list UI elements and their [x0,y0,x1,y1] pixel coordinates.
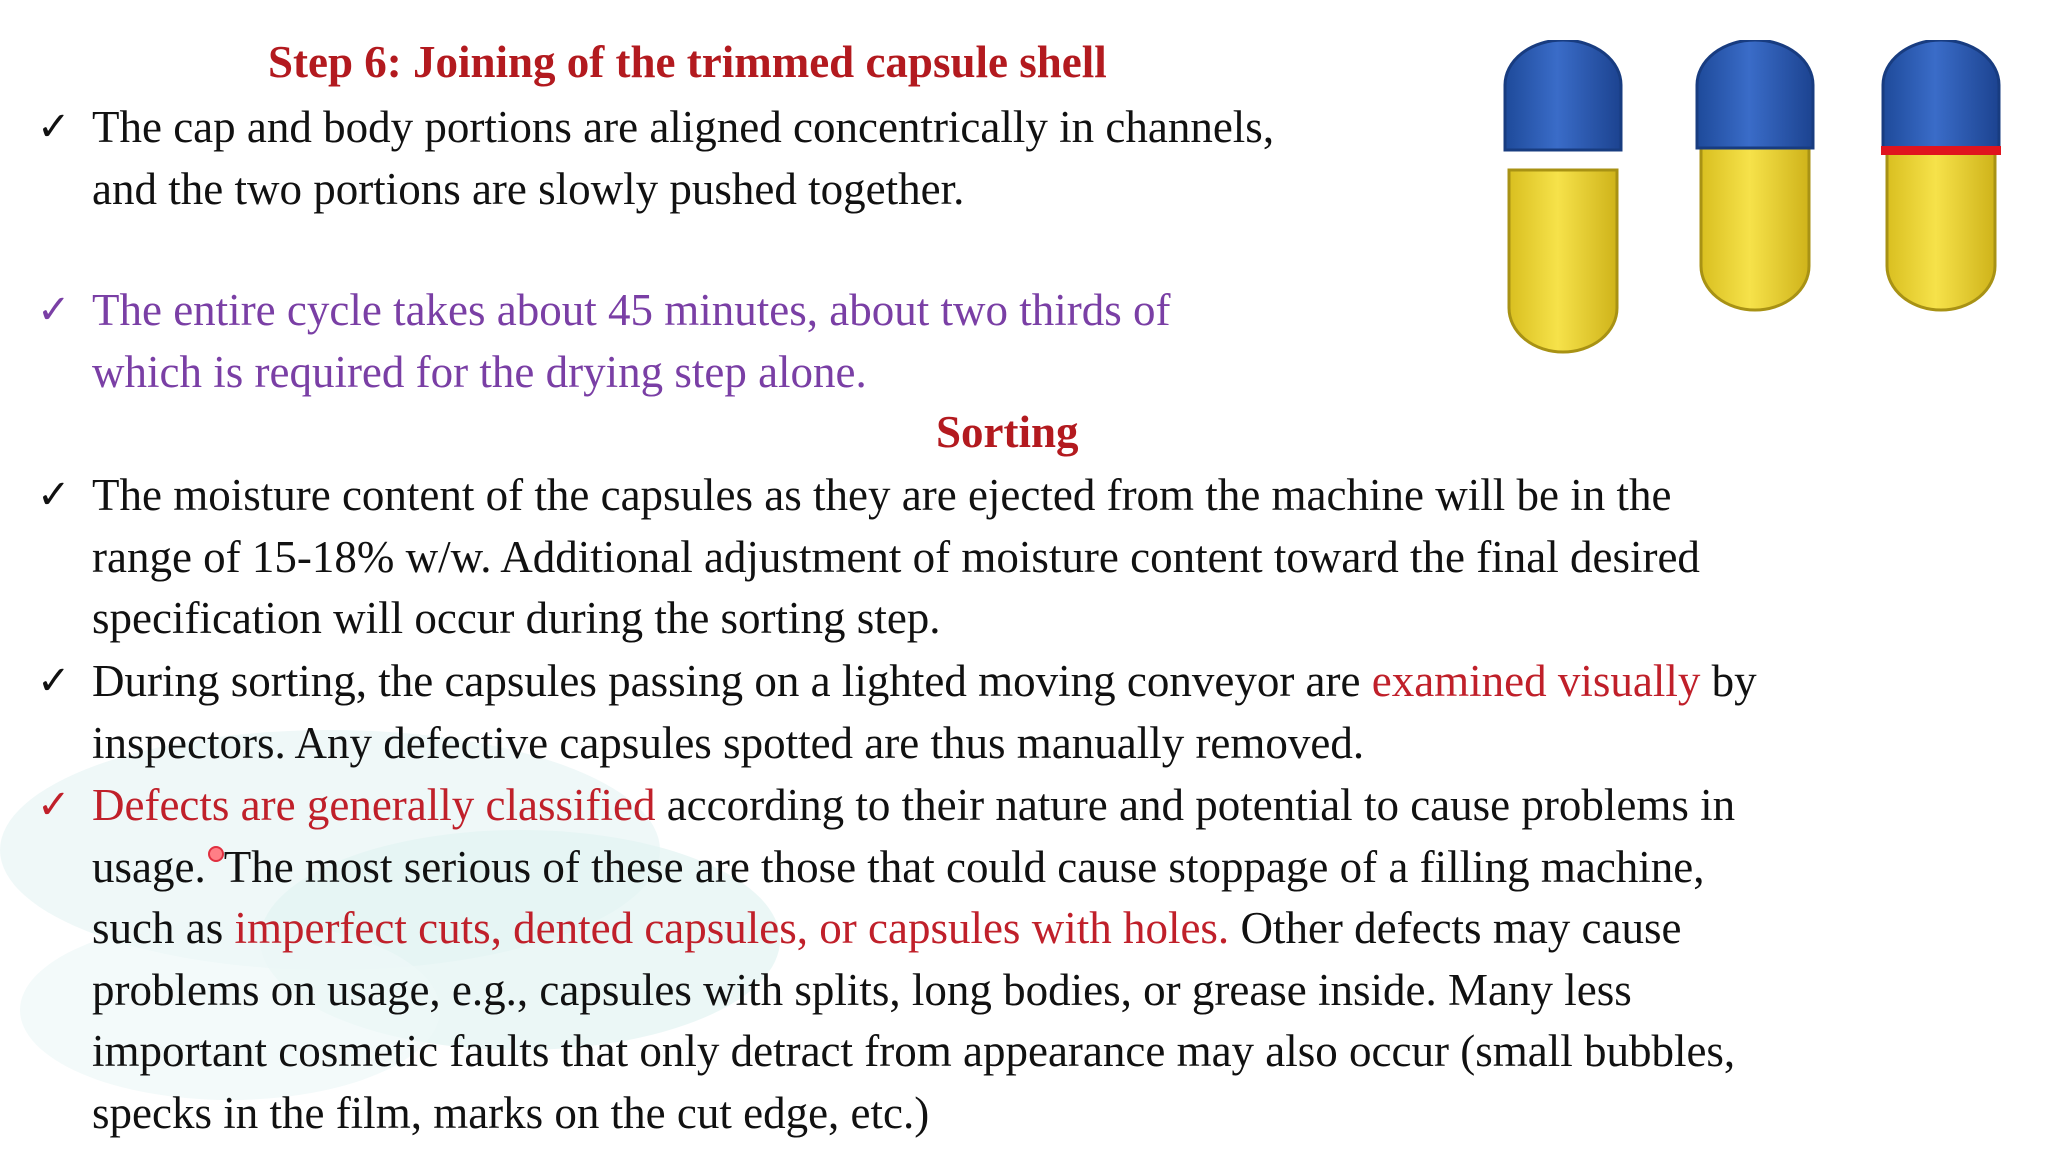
bullet-line: inspectors. Any defective capsules spotted are thus manually removed. [92,717,1365,768]
text-segment: Other defects may cause [1229,903,1682,953]
text-segment: such as [92,903,235,953]
capsule-cap [1697,40,1813,148]
capsule-body [1509,170,1617,352]
bullet-line: problems on usage, e.g., capsules with splits, long bodies, or grease inside. Many less [92,964,1632,1015]
highlight-text: examined visually [1371,656,1701,706]
bullet-line: specification will occur during the sorting step. [92,593,941,643]
check-icon: ✓ [37,472,71,518]
capsule-illustration [1495,40,2025,360]
capsule-cap [1883,40,1999,148]
seal-band [1881,146,2001,155]
capsule-body [1887,140,1995,310]
capsule-sealed-icon [1881,40,2001,310]
bullet-line: range of 15-18% w/w. Additional adjustment of moisture content toward the final desired [92,531,1700,582]
bullet-line: The moisture content of the capsules as they are ejected from the machine will be in the [92,470,1672,520]
pointer-dot-icon [208,846,224,862]
bullet-line: The entire cycle takes about 45 minutes, about two thirds of [92,285,1171,335]
text-segment: according to their nature and potential to cause problems in [655,780,1736,830]
check-icon: ✓ [37,658,71,704]
step-heading: Step 6: Joining of the trimmed capsule shell [268,37,1107,87]
bullet-line [92,898,2002,960]
capsule-joined-icon [1697,40,1813,310]
sorting-heading: Sorting [936,407,1079,457]
check-icon: ✓ [37,782,71,828]
capsule-body [1701,140,1809,310]
text-segment: The most serious of these are those that could cause stoppage of a filling machine, [223,841,1705,892]
check-icon: ✓ [37,104,71,150]
bullet-joining [37,97,1442,220]
bullet-inspection [37,651,2002,774]
bullet-cycle-time [37,280,1392,403]
capsule-open-icon [1505,40,1621,352]
bullet-defects [37,775,2002,1144]
bullet-line: which is required for the drying step alone. [92,346,867,397]
bullet-line: The cap and body portions are aligned concentrically in channels, [92,102,1275,152]
bullet-line [92,651,2002,713]
highlight-text: Defects are generally classified [92,780,656,830]
bullet-moisture [37,465,1936,650]
text-segment: by [1700,656,1757,706]
bullet-line [92,837,2002,899]
bullet-line: and the two portions are slowly pushed together. [92,163,965,214]
bullet-line [92,775,2002,837]
bullet-line: specks in the film, marks on the cut edge, etc.) [92,1087,930,1138]
capsule-cap [1505,40,1621,150]
bullet-line: important cosmetic faults that only detract from appearance may also occur (small bubbles, [92,1026,1736,1076]
check-icon: ✓ [37,287,71,333]
text-segment: During sorting, the capsules passing on a lighted moving conveyor are [92,656,1372,706]
highlight-text: imperfect cuts, dented capsules, or capsules with holes. [234,903,1230,953]
text-segment: usage. [92,841,206,892]
